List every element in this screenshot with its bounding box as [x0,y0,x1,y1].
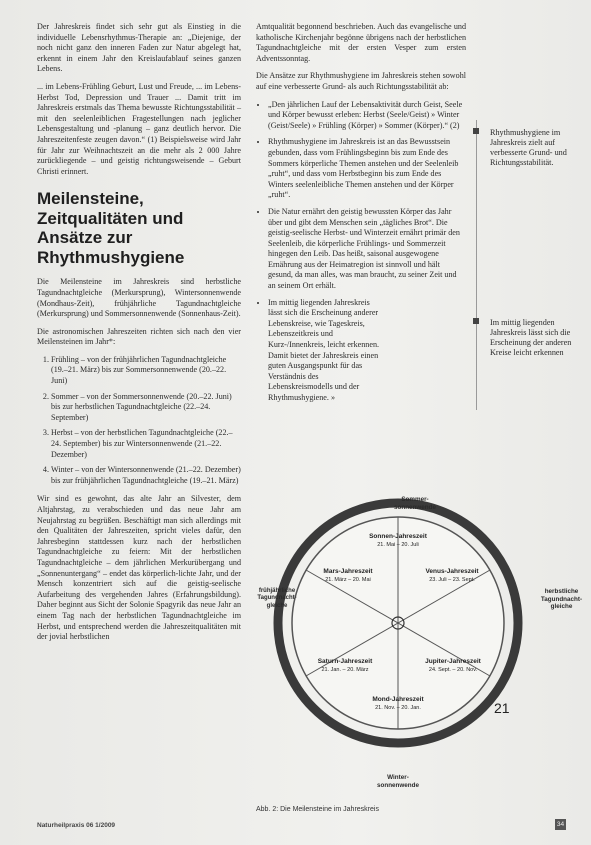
mars-season-label: Mars-Jahreszeit [323,568,373,575]
sun-season-dates: 21. Mai – 20. Juli [377,542,419,548]
saturn-season-label: Saturn-Jahreszeit [317,658,373,665]
mars-season-dates: 21. März – 20. Mai [325,577,371,583]
spring-equinox-label: frühjährliche Tagundnacht-gleiche [257,588,297,609]
season-item-winter: 4. Winter – von der Wintersonnenwende (21.–22. Dezember) bis zur frühjährlichen Tagundnachtgleiche (19.–21. März) [51,465,241,486]
jupiter-season-dates: 24. Sept. – 20. Nov. [428,667,478,673]
intro-paragraph: Der Jahreskreis findet sich sehr gut als Einstieg in die individuelle Lebensrhythmus-Therapie an: „Diejenige, der noch nicht ganz den inneren Faden zur Natur abgelegt hat, erkennt in einem Jahr den Kreislaufablauf seines ganzen Lebens. [37,22,241,74]
jupiter-number: 21 [494,700,510,716]
season-item-autumn: 3. Herbst – von der herbstlichen Tagundnachtgleiche (22.–24. September) bis zur Wintersonnenwende (21.–22. Dezember) [51,428,241,460]
sidebar-note-1: Rhythmushygiene im Jahreskreis zielt auf verbesserte Grund- und Richtungsstabilität. [490,128,567,167]
summer-solstice-label: Sommer-sonnenwende [394,496,436,511]
bullet-item: • Rhythmushygiene im Jahreskreis ist an das Bewusstsein gebunden, dass vom Frühlingsbeginn bis zum Ende des Sommers körperliche Themen anstehen und der Seelenleib „ruht“, und dass vom Herbstbeginn bis zum Ende des Winters seelenleibliche Themen anstehen und der Körper „ruht“. [268,137,466,201]
season-item-summer: 2. Sommer – von der Sommersonnenwende (20.–22. Juni) bis zur herbstlichen Tagundnachtgleiche (22.–24. September) [51,392,241,424]
seasons-list [37,355,241,487]
sun-season-label: Sonnen-Jahreszeit [369,533,427,540]
figure-caption: Abb. 2: Die Meilensteine im Jahreskreis [256,806,379,813]
bullet-item: • Die Natur ernährt den geistig bewussten Körper das Jahr über und gibt dem Menschen sein „tägliches Brot“. Die geistig-seelische Herbst- und Winterzeit ernährt primär den Seelenleib, die körperliche Frühlings- und Sommerzeit hingegen den Leib. Das heißt, saisonal ausgewogene Ernährung aus der Heimatregion ist sinnvoll und hält gesund, da man alles, was man braucht, zu seiner Zeit und an seinem Ort erhält. [268,207,466,292]
year-cycle-svg [248,478,588,803]
sidebar-marker [473,128,479,134]
sidebar-note-2: Im mittig liegenden Jahreskreis lässt sich die Erscheinung der anderen Kreise leicht erkennen [490,318,572,357]
moon-season-dates: 21. Nov. – 20. Jan. [375,705,421,711]
intro-lines: ... im Lebens-Frühling Geburt, Lust und Freude, ... im Lebens-Herbst Tod, Depression und Trauer ... Damit tritt im Jahreskreis erstmals das Thema bewusste Richtungsstabilität – mit den seelenleiblichen Fragestellungen nach jeglicher Lebensgestaltung und -planung – ganz deutlich hervor. Die Jahreszeitenfeste zeugen davon.“ (1) Beispielsweise wird Jahr für Jahr zur Weihnachtszeit an die mehr als 2 000 Jahre zurückliegende – und geistig richtungsweisende – Geburt Christi erinnert. [37,81,241,176]
year-cycle-diagram [248,478,588,803]
bullet-item: • „Den jährlichen Lauf der Lebensaktivität durch Geist, Seele und Körper bewusst erleben: Herbst (Seele/Geist) » Winter (Geist/Seele) » Frühling (Körper) » Sommer (Körper).“ (2) [268,100,466,132]
autumn-equinox-label: herbstliche Tagundnacht-gleiche [540,588,583,611]
bullet-item: • Im mittig liegenden Jahreskreis lässt sich die Erscheinung anderer Lebenskreise, wie Tageskreis, Lebenszeitkreis und Kurz-/Innenkreis, leicht erkennen. Damit bietet der Jahreskreis einen guten Ausgangspunkt für das Verständnis des Lebenskreismodells und der Rhythmushygiene. » [268,298,383,404]
winter-solstice-label: Winter-sonnenwende [377,774,419,789]
new-year-paragraph: Wir sind es gewohnt, das alte Jahr an Silvester, dem Altjahrstag, zu verabschieden und das neue Jahr am Neujahrstag zu begrüßen. Beschäftigt man sich allerdings mit den Qualitäten der Jahreszeiten, spricht vieles dafür, den Jahresbeginn stattdessen kurz nach der herbstlichen Tagundnachtgleiche zu feiern: Mit der herbstlichen Tagundnachtgleiche – dem jährlichen Merkurübergang und „Sonnenuntergang“ – endet das körperlich-lichte Jahr, und der Mensch konzentriert sich auf die geistig-seelische Aufarbeitung des vergehenden Jahres (Erfahrungsbildung). Daher beginnt aus Sicht der Solonie Spagyrik das neue Jahr an einem Tag nach der herbstlichen Tagundnachtgleiche im Herbst, und entsprechend werden die Jahreszeitqualitäten mit der jovial herbstlichen [37,494,241,642]
approach-paragraph: Die Ansätze zur Rhythmushygiene im Jahreskreis stehen sowohl auf eine verbesserte Grund- als auch Richtungsstabilität ab: [256,71,466,91]
seasons-intro: Die astronomischen Jahreszeiten richten sich nach den vier Meilensteinen im Jahr*: [37,326,241,347]
milestones-paragraph: Die Meilensteine im Jahreskreis sind herbstliche Tagundnachtgleiche (Merkursprung), Wintersonnenwende (Mondhaus-Zeit), frühjährliche Tagundnachtgleiche (Merkursprung) und Sommersonnenwende (Sonnenhaus-Zeit). [37,277,241,319]
saturn-season-dates: 21. Jan. – 20. März [321,667,369,673]
left-column [37,22,241,650]
continuation-paragraph: Amtqualität begonnend beschrieben. Auch das evangelische und katholische Kirchenjahr begönne übrigens nach der herbstlichen Tagundnachtgleiche mit der ersten Vesper zum ersten Adventssonntag. [256,22,466,63]
sidebar-divider [476,120,477,410]
right-column [256,22,466,410]
venus-season-label: Venus-Jahreszeit [425,568,479,575]
page-footer: Naturheilpraxis 06 1/2009 [37,822,116,829]
approach-bullets [256,100,466,404]
section-heading: Meilensteine, Zeitqualitäten und Ansätze zur Rhythmushygiene [37,189,185,267]
venus-season-dates: 23. Juli – 23. Sept. [429,577,475,583]
sidebar-marker [473,318,479,324]
moon-season-label: Mond-Jahreszeit [372,696,424,703]
season-item-spring: 1. Frühling – von der frühjährlichen Tagundnachtgleiche (19.–21. März) bis zur Sommersonnenwende (20.–22. Juni) [51,355,241,387]
page-number: 34 [556,821,565,828]
jupiter-season-label: Jupiter-Jahreszeit [425,658,481,665]
